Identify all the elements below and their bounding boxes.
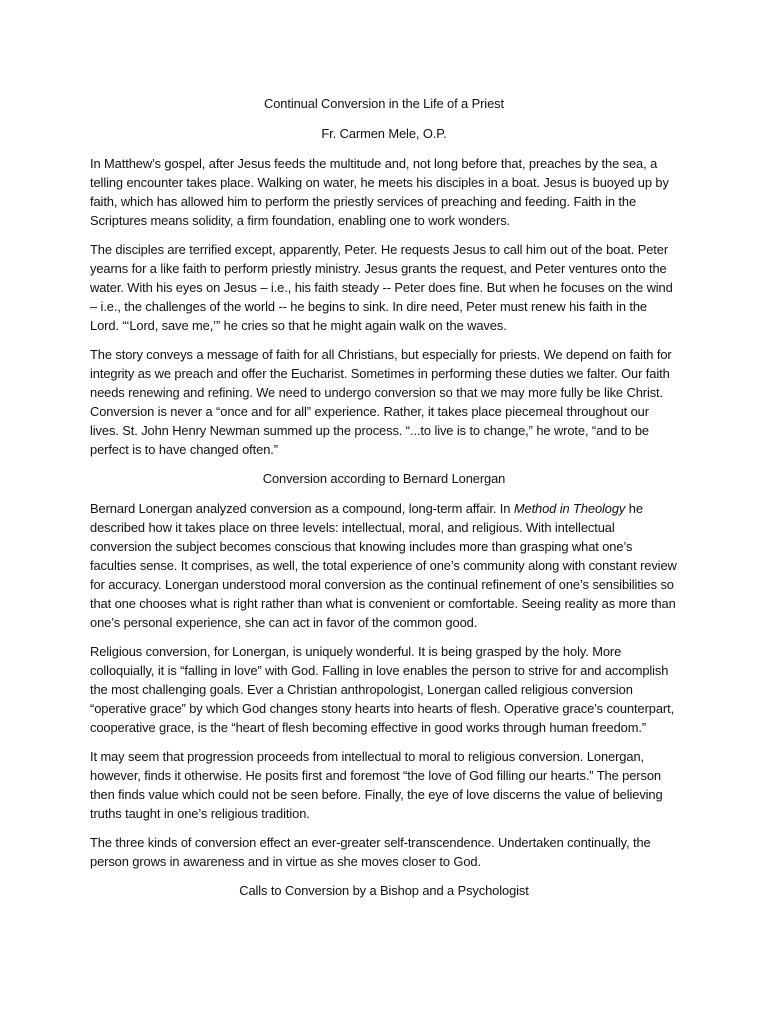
paragraph-progression: It may seem that progression proceeds from intellectual to moral to religious conversion. Lonergan, however, finds it otherwise. He posits first and foremost “the love of God filling our hearts.” The person then finds value which could not be seen before. Finally, the eye of love discerns the value of believing truths taught in one’s religious tradition.	[90, 749, 663, 821]
section-heading-calls-to-conversion: Calls to Conversion by a Bishop and a Psychologist	[239, 883, 529, 898]
lonergan-text-before: Bernard Lonergan analyzed conversion as a compound, long-term affair. In	[90, 501, 514, 516]
paragraph-walking-on-water: In Matthew’s gospel, after Jesus feeds the multitude and, not long before that, preaches by the sea, a telling encounter takes place. Walking on water, he meets his disciples in a boat. Jesus is buoyed up by faith, which has allowed him to perform the priestly services of preaching and feeding. Faith in the Scriptures means solidity, a firm foundation, enabling one to work wonders.	[90, 156, 669, 228]
document-body	[90, 94, 678, 911]
paragraph-peter: The disciples are terrified except, apparently, Peter. He requests Jesus to call him out of the boat. Peter yearns for a like faith to perform priestly ministry. Jesus grants the request, and Peter ventures onto the water. With his eyes on Jesus – i.e., his faith steady -- Peter does fine. But when he focuses on the wind – i.e., the challenges of the world -- he begins to sink. In dire need, Peter must renew his faith in the Lord. “‘Lord, save me,’” he cries so that he might again walk on the waves.	[90, 242, 673, 333]
section-heading-lonergan: Conversion according to Bernard Lonergan	[262, 471, 506, 486]
lonergan-text-after: he described how it takes place on three levels: intellectual, moral, and religious. With intellectual conversion the subject becomes conscious that knowing includes more than grasping what one’s faculties sense. It comprises, as well, the total experience of one’s community along with constant review for accuracy. Lonergan understood moral conversion as the continual refinement of one’s sensibilities so that one chooses what is right rather than what is convenient or comfortable. Seeing reality as more than one’s personal experience, she can act in favor of the common good.	[90, 501, 677, 630]
paragraph-self-transcendence: The three kinds of conversion effect an ever-greater self-transcendence. Undertaken continually, the person grows in awareness and in virtue as she moves closer to God.	[90, 835, 651, 869]
paragraph-religious-conversion: Religious conversion, for Lonergan, is uniquely wonderful. It is being grasped by the holy. More colloquially, it is “falling in love” with God. Falling in love enables the person to strive for and accomplish the most challenging goals. Ever a Christian anthropologist, Lonergan called religious conversion “operative grace” by which God changes stony hearts into hearts of flesh. Operative grace’s counterpart, cooperative grace, is the “heart of flesh becoming effective in good works through human freedom.”	[90, 644, 675, 735]
document-author: Fr. Carmen Mele, O.P.	[321, 126, 447, 141]
document-title: Continual Conversion in the Life of a Priest	[264, 96, 504, 111]
book-title-method-in-theology: Method in Theology	[513, 501, 626, 516]
paragraph-message-of-faith: The story conveys a message of faith for all Christians, but especially for priests. We depend on faith for integrity as we preach and offer the Eucharist. Sometimes in performing these duties we falter. Our faith needs renewing and refining. We need to undergo conversion so that we may more fully be like Christ. Conversion is never a “once and for all” experience. Rather, it takes place piecemeal throughout our lives. St. John Henry Newman summed up the process. “...to live is to change,” he wrote, “and to be perfect is to have changed often.”	[90, 347, 672, 457]
paragraph-lonergan-analysis	[90, 499, 678, 632]
